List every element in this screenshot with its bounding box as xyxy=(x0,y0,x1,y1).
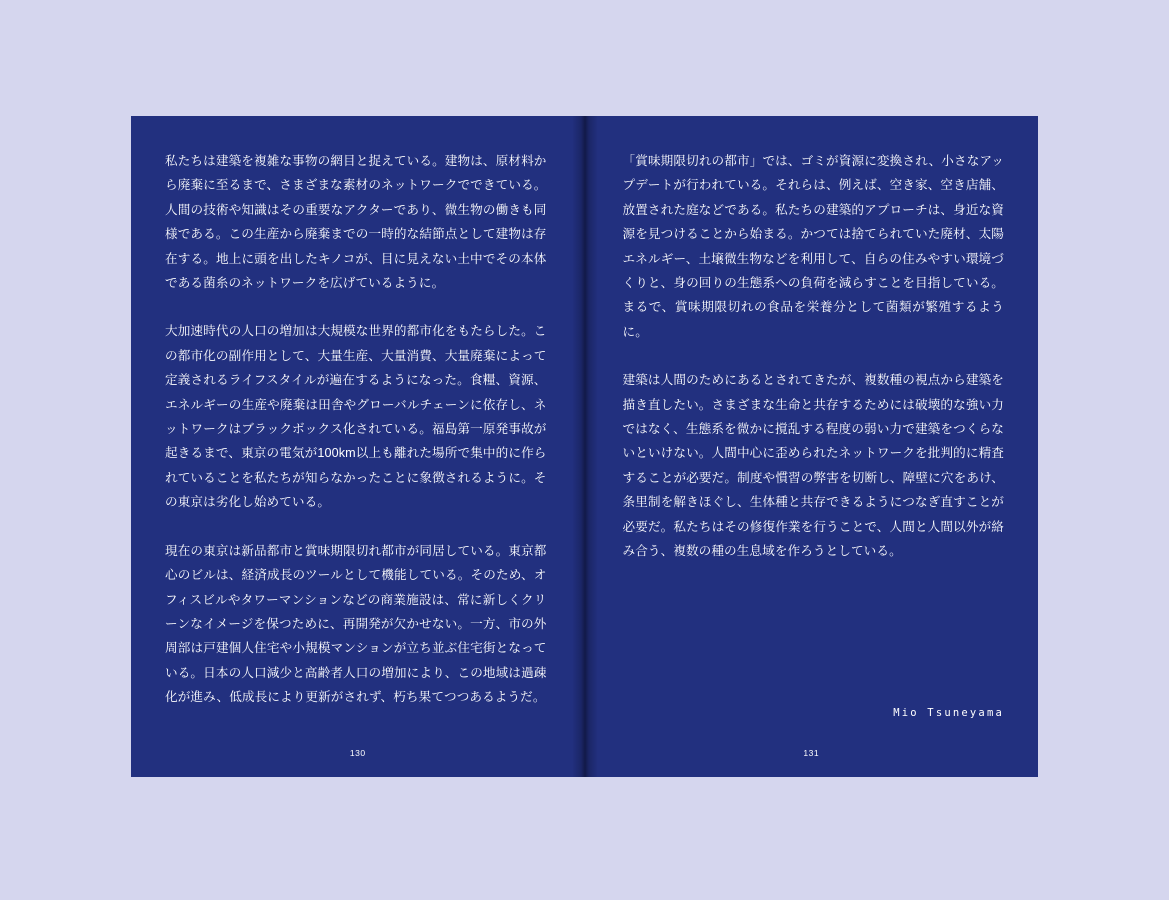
page-number-right: 131 xyxy=(803,748,820,758)
right-page-text-column xyxy=(623,149,1005,564)
book-spread xyxy=(131,116,1038,777)
paragraph: 建築は人間のためにあるとされてきたが、複数種の視点から建築を描き直したい。さまざまな生命と共存するためには破壊的な強い力ではなく、生態系を微かに撹乱する程度の弱い力で建築をつくらないといけない。人間中心に歪められたネットワークを批判的に精査することが必要だ。制度や慣習の弊害を切断し、障壁に穴をあけ、条里制を解きほぐし、生体種と共存できるようにつなぎ直すことが必要だ。私たちはその修復作業を行うことで、人間と人間以外が絡み合う、複数の種の生息域を作ろうとしている。 xyxy=(622,373,1004,559)
paragraph: 大加速時代の人口の増加は大規模な世界的都市化をもたらした。この都市化の副作用として、大量生産、大量消費、大量廃棄によって定義されるライフスタイルが遍在するようになった。食糧、資源、エネルギーの生産や廃棄は田舎やグローバルチェーンに依存し、ネットワークはブラックボックス化されている。福島第一原発事故が起きるまで、東京の電気が100km以上も離れた場所で集中的に作られていることを私たちが知らなかったことに象徴されるように。その東京は劣化し始めている。 xyxy=(165,324,547,510)
paragraph: 「賞味期限切れの都市」では、ゴミが資源に変換され、小さなアップデートが行われている。それらは、例えば、空き家、空き店舗、放置された庭などである。私たちの建築的アプローチは、身近な資源を見つけることから始まる。かつては捨てられていた廃材、太陽エネルギー、土壌微生物などを利用して、自らの住みやすい環境づくりと、身の回りの生態系への負荷を減らすことを目指している。まるで、賞味期限切れの食品を栄養分として菌類が繁殖するように。 xyxy=(622,154,1004,339)
author-byline: Mio Tsuneyama xyxy=(893,707,1004,719)
left-page-text-column xyxy=(165,149,547,710)
paragraph: 現在の東京は新品都市と賞味期限切れ都市が同居している。東京都心のビルは、経済成長のツールとして機能している。そのため、オフィスビルやタワーマンションなどの商業施設は、常に新しくクリーンなイメージを保つために、再開発が欠かせない。一方、市の外周部は戸建個人住宅や小規模マンションが立ち並ぶ住宅街となっている。日本の人口減少と高齢者人口の増加により、この地域は過疎化が進み、低成長により更新がされず、朽ち果てつつあるようだ。 xyxy=(165,543,547,705)
right-page xyxy=(585,116,1039,777)
paragraph: 私たちは建築を複雑な事物の網目と捉えている。建物は、原材料から廃棄に至るまで、さまざまな素材のネットワークでできている。人間の技術や知識はその重要なアクターであり、微生物の働きも同様である。この生産から廃棄までの一時的な結節点として建物は存在する。地上に頭を出したキノコが、目に見えない土中でその本体である菌糸のネットワークを広げているように。 xyxy=(165,154,547,291)
page-number-left: 130 xyxy=(349,748,366,758)
left-page xyxy=(131,116,585,777)
